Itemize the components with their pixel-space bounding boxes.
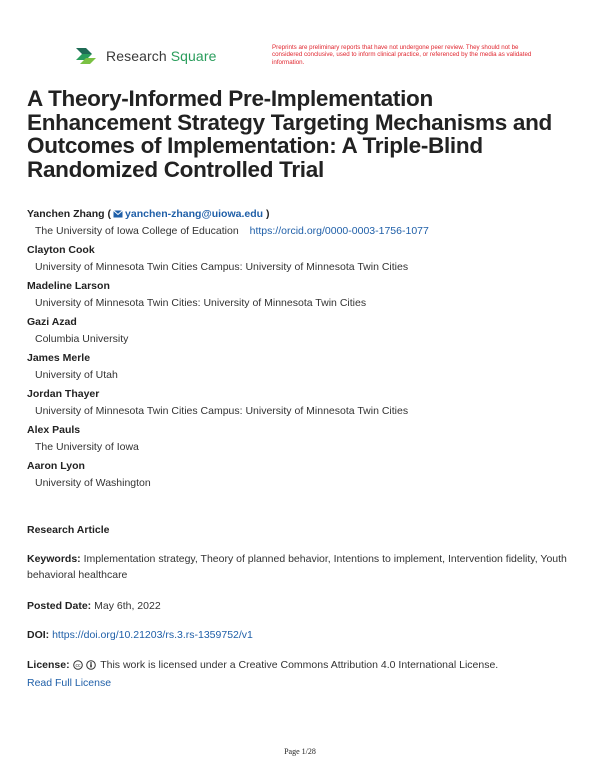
author-entry [27,387,587,423]
posted-date-label: Posted Date: [27,600,92,612]
author-entry [27,279,587,315]
author-name: Gazi Azad [27,316,77,328]
page-number: Page 1/28 [284,747,316,756]
author-affiliation: The University of Iowa [35,441,139,453]
creative-commons-icon [73,659,83,675]
keywords-label: Keywords: [27,553,81,565]
author-affiliation: The University of Iowa College of Education https://orcid.org/0000-0003-1756-1077 [35,225,429,237]
paper-title: A Theory-Informed Pre-Implementation Enhancement Strategy Targeting Mechanisms and Outcomes of Implementation: A Triple-Blind Randomized Controlled Trial [27,86,552,182]
author-entry [27,351,587,387]
preprint-notice: Preprints are preliminary reports that have not undergone peer review. They should not be considered conclusive, used to inform clinical practice, or referenced by the media as validated information. [272,44,532,66]
author-affiliation: University of Minnesota Twin Cities Campus: University of Minnesota Twin Cities [35,261,409,273]
page-header [0,0,600,80]
doi-link[interactable]: https://doi.org/10.21203/rs.3.rs-1359752/v1 [52,629,253,641]
license [27,657,587,691]
author-affiliation: University of Minnesota Twin Cities Campus: University of Minnesota Twin Cities [35,405,409,417]
author-name: Madeline Larson [27,280,110,292]
author-name: Aaron Lyon [27,460,85,472]
author-name: Alex Pauls [27,424,81,436]
author-entry [27,243,587,279]
doi [27,627,587,643]
article-type-label: Research Article [27,524,110,536]
svg-text:cc: cc [75,662,81,669]
author-entry [27,315,587,351]
author-affiliation: University of Utah [35,369,118,381]
author-name: James Merle [27,352,91,364]
orcid-link[interactable]: https://orcid.org/0000-0003-1756-1077 [249,225,429,237]
attribution-icon [86,659,96,675]
logo-wordmark: Research Square [106,48,217,64]
license-label: License: [27,659,70,671]
article-type [27,522,587,538]
keywords-value: Implementation strategy, Theory of planned behavior, Intentions to implement, Intervention fidelity, Youth behavioral healthcare [27,553,567,581]
author-entry [27,423,587,459]
doi-label: DOI: [27,629,50,641]
posted-date [27,598,587,614]
author-name: Yanchen Zhang ( yanchen-zhang@uiowa.edu ) [27,207,587,222]
research-square-logo-icon [74,46,100,66]
keywords [27,551,587,583]
license-text: This work is licensed under a Creative Commons Attribution 4.0 International License. [100,659,499,671]
research-square-logo[interactable] [74,46,216,66]
author-affiliation: University of Minnesota Twin Cities: University of Minnesota Twin Cities [35,297,367,309]
envelope-icon [113,208,123,223]
author-email-link[interactable]: yanchen-zhang@uiowa.edu [125,208,264,220]
author-name: Jordan Thayer [27,388,100,400]
author-entry [27,459,587,495]
author-list [27,207,587,495]
read-full-license-link[interactable]: Read Full License [27,677,112,689]
author-affiliation: Columbia University [35,333,129,345]
author-name: Clayton Cook [27,244,95,256]
author-entry [27,207,587,243]
author-affiliation: University of Washington [35,477,151,489]
posted-date-value: May 6th, 2022 [94,600,161,612]
